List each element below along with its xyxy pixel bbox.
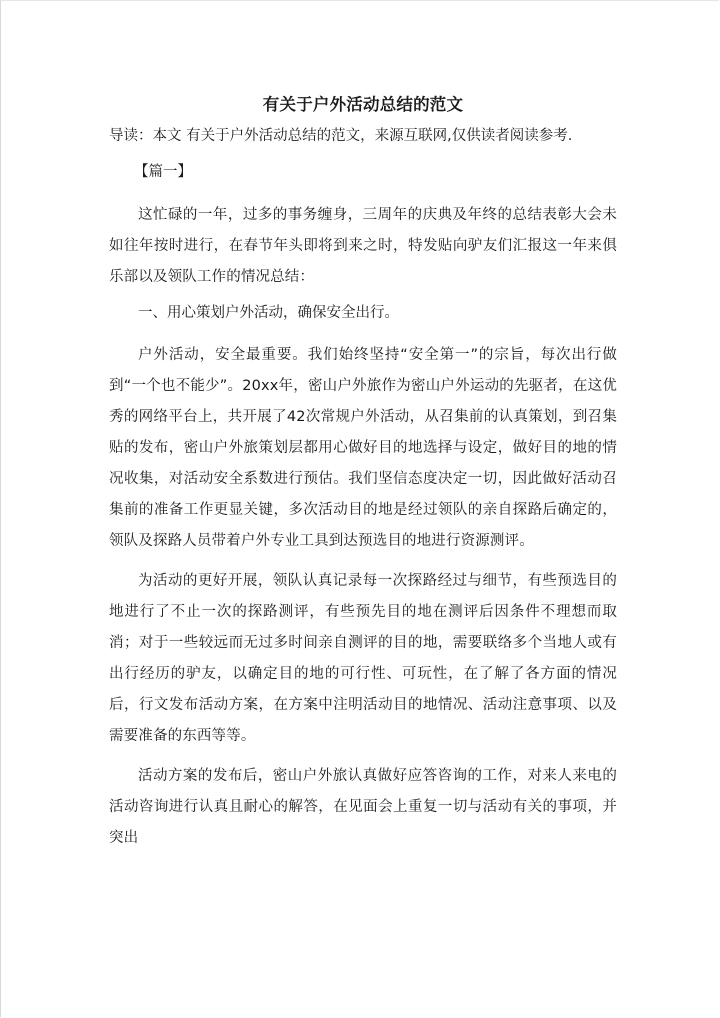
paragraph-consultation: 活动方案的发布后，密山户外旅认真做好应答咨询的工作，对来人来电的活动咨询进行认真且耐心的解答，在见面会上重复一切与活动有关的事项，并突出 [109,768,617,846]
section-label: 【篇一】 [134,164,192,180]
paragraph-scouting: 为活动的更好开展，领队认真记录每一次探路经过与细节，有些预选目的地进行了不止一次的探路测评，有些预先目的地在测评后因条件不理想而取消；对于一些较远而无过多时间亲自测评的目的地，需要联络多个当地人或有出行经历的驴友，以确定目的地的可行性、可玩性，在了解了各方面的情况后，行文发布活动方案，在方案中注明活动目的地情况、活动注意事项、以及需要准备的东西等等。 [109,573,617,744]
paragraph-safety: 户外活动，安全最重要。我们始终坚持“安全第一”的宗旨，每次出行做到“一个也不能少”。20xx年，密山户外旅作为密山户外运动的先驱者，在这优秀的网络平台上，共开展了42次常规户外活动，从召集前的认真策划，到召集贴的发布，密山户外旅策划层都用心做好目的地选择与设定，做好目的地的情况收集，对活动安全系数进行预估。我们坚信态度决定一切，因此做好活动召集前的准备工作更显关键，多次活动目的地是经过领队的亲自探路后确定的，领队及探路人员带着户外专业工具到达预选目的地进行资源测评。 [109,347,617,549]
subheading-planning: 一、用心策划户外活动，确保安全出行。 [138,305,399,321]
document-intro: 导读：本文 有关于户外活动总结的范文，来源互联网,仅供读者阅读参考. [109,128,573,144]
document-title: 有关于户外活动总结的范文 [262,95,464,114]
document-body [109,93,617,863]
paragraph-opening: 这忙碌的一年，过多的事务缠身，三周年的庆典及年终的总结表彰大会未如往年按时进行，在春节年头即将到来之时，特发贴向驴友们汇报这一年来俱乐部以及领队工作的情况总结： [109,207,617,285]
